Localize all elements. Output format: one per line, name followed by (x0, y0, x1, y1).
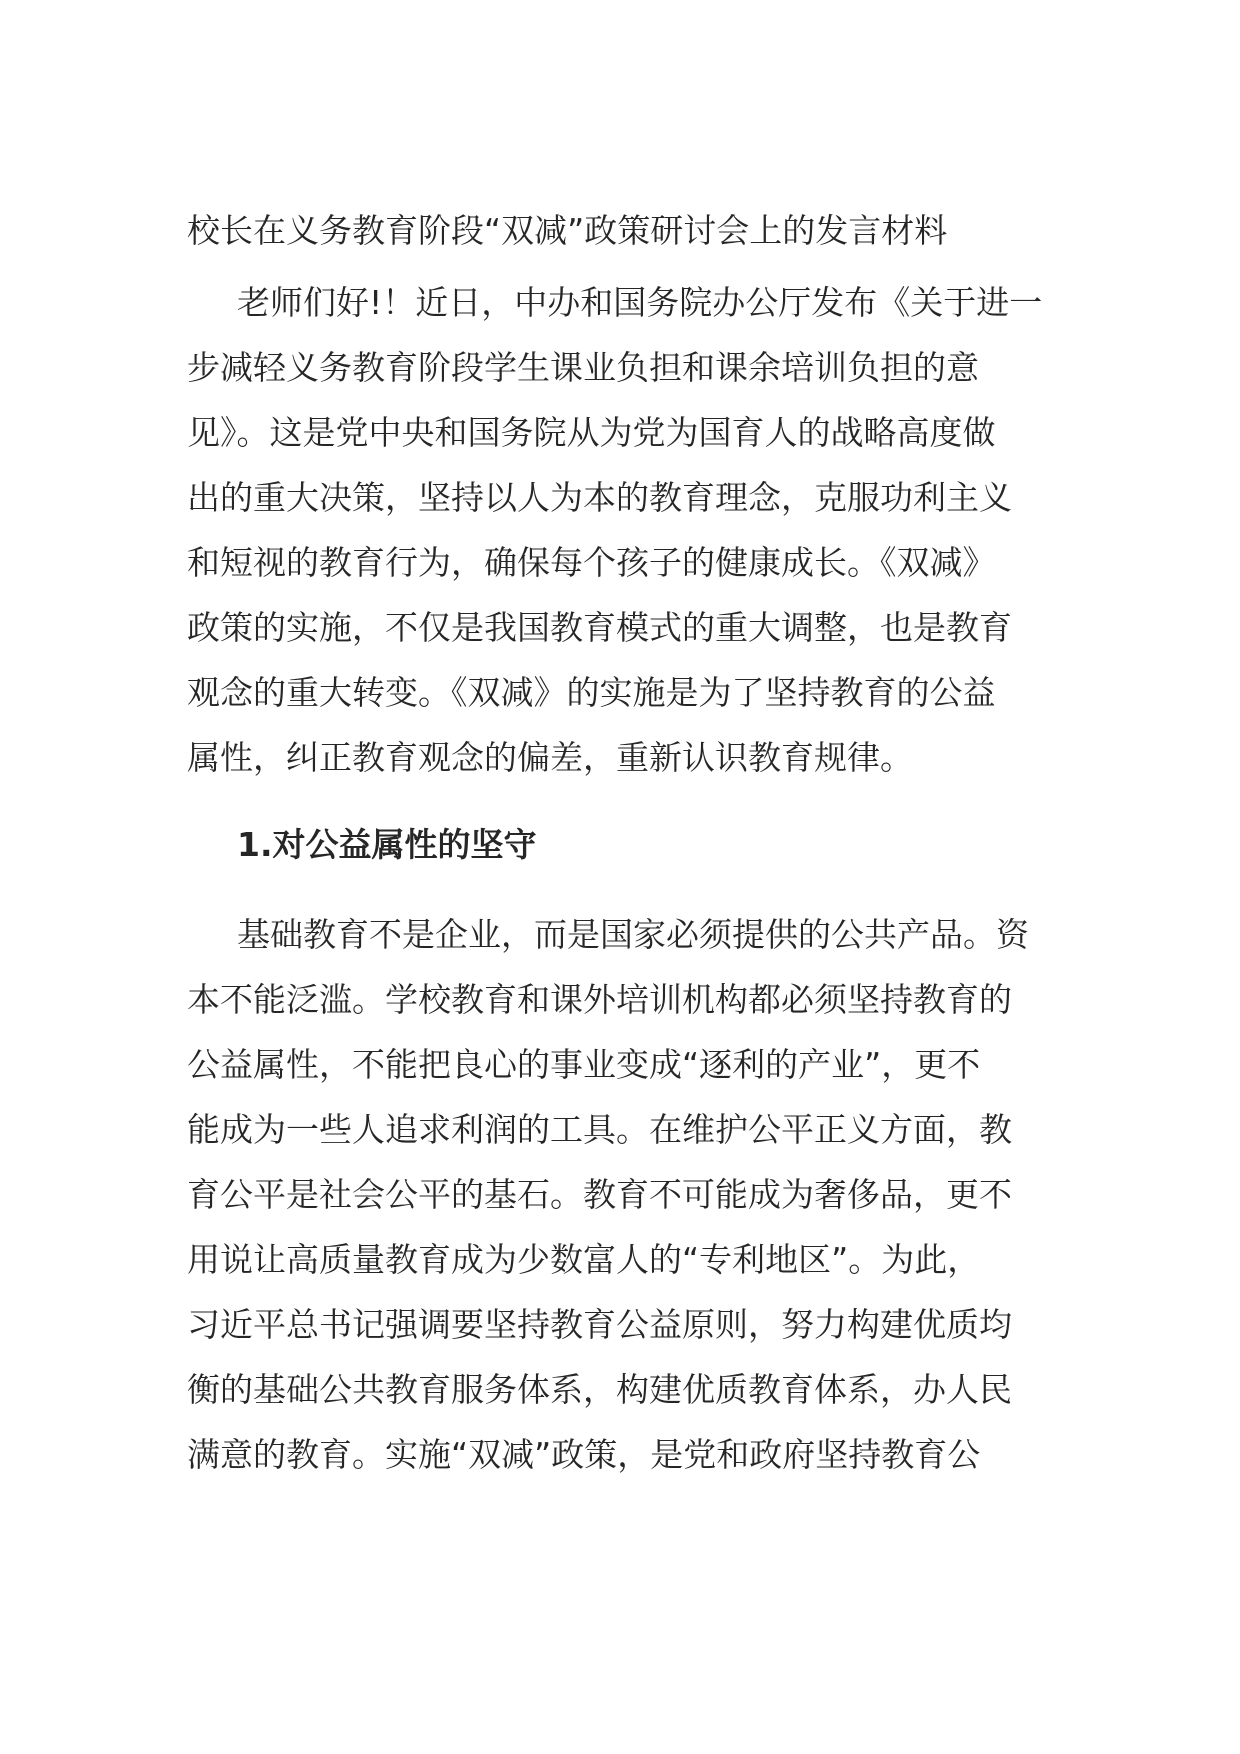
text-line: 基础教育不是企业，而是国家必须提供的公共产品。资 (237, 915, 1029, 954)
document-body (187, 198, 1057, 1487)
text-line: 观念的重大转变。《双减》的实施是为了坚持教育的公益 (187, 673, 996, 712)
text-line: 衡的基础公共教育服务体系，构建优质教育体系，办人民 (187, 1370, 1012, 1409)
text-line: 老师们好!！近日，中办和国务院办公厅发布《关于进一 (237, 283, 1043, 322)
section-heading: 1.对公益属性的坚守 (237, 825, 537, 864)
text-line: 和短视的教育行为，确保每个孩子的健康成长。《双减》 (187, 543, 996, 582)
text-line: 习近平总书记强调要坚持教育公益原则，努力构建优质均 (187, 1305, 1012, 1344)
text-line: 本不能泛滥。学校教育和课外培训机构都必须坚持教育的 (187, 980, 1012, 1019)
text-line: 出的重大决策，坚持以人为本的教育理念，克服功利主义 (187, 478, 1012, 517)
paragraph-public-welfare (187, 902, 1057, 1487)
text-line: 见》。这是党中央和国务院从为党为国育人的战略高度做 (187, 413, 996, 452)
paragraph-intro (187, 270, 1057, 790)
text-line: 属性，纠正教育观念的偏差，重新认识教育规律。 (187, 738, 913, 777)
text-line: 能成为一些人追求利润的工具。在维护公平正义方面，教 (187, 1110, 1012, 1149)
text-line: 用说让高质量教育成为少数富人的“专利地区”。为此， (187, 1240, 981, 1279)
document-title: 校长在义务教育阶段“双减”政策研讨会上的发言材料 (187, 211, 948, 250)
text-line: 公益属性，不能把良心的事业变成“逐利的产业”，更不 (187, 1045, 981, 1084)
text-line: 满意的教育。实施“双减”政策，是党和政府坚持教育公 (187, 1435, 981, 1474)
text-line: 步减轻义务教育阶段学生课业负担和课余培训负担的意 (187, 348, 979, 387)
text-line: 育公平是社会公平的基石。教育不可能成为奢侈品，更不 (187, 1175, 1012, 1214)
text-line: 政策的实施，不仅是我国教育模式的重大调整，也是教育 (187, 608, 1012, 647)
